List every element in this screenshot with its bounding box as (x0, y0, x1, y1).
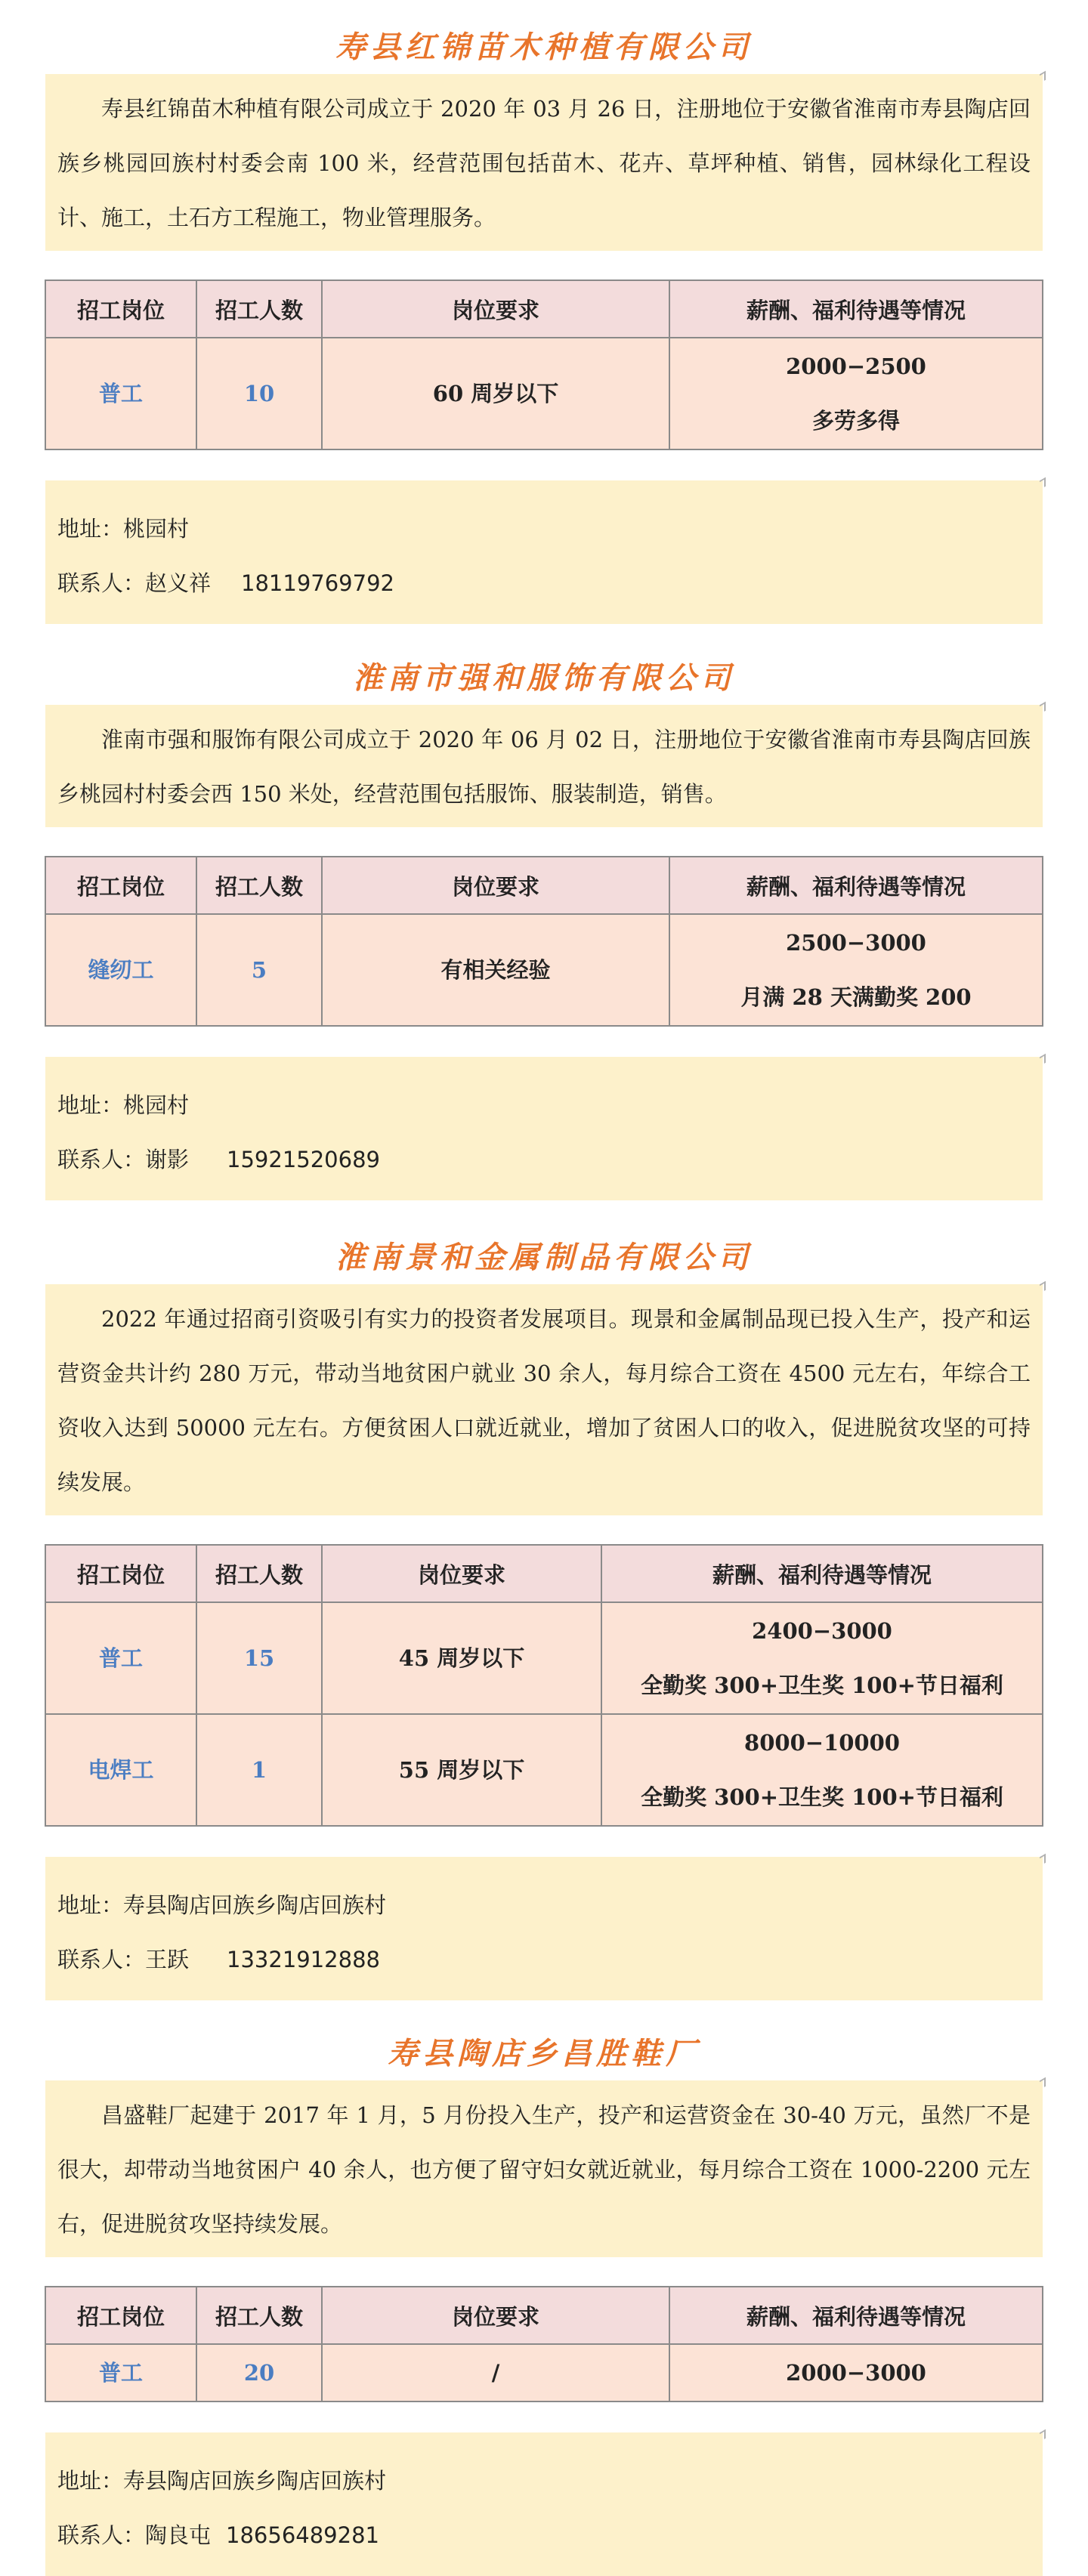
company-intro: 寿县红锦苗木种植有限公司成立于 2020 年 03 月 26 日，注册地位于安徽省淮南市寿县陶店回族乡桃园回族村村委会南 100 米，经营范围包括苗木、花卉、草坪种植、销售，园林绿化工程设计、施工，土石方工程施工，物业管理服务。 (45, 74, 1043, 251)
header-requirement: 岗位要求 (322, 280, 669, 338)
job-position: 电焊工 (45, 1714, 196, 1826)
table-header-row (45, 1545, 1043, 1602)
job-count: 10 (196, 338, 322, 449)
contact-phone: 18656489281 (226, 2522, 379, 2548)
table-row (45, 1714, 1043, 1826)
address-label: 地址： (57, 2468, 124, 2494)
header-requirement: 岗位要求 (322, 2287, 669, 2344)
job-salary-cell (669, 2344, 1043, 2401)
header-salary: 薪酬、福利待遇等情况 (669, 857, 1043, 914)
company-section-3 (0, 1231, 1088, 2000)
job-salary: 2000−2500 (786, 354, 926, 379)
address-line (57, 1078, 1031, 1132)
table-header-row (45, 2287, 1043, 2344)
contact-label: 联系人： (57, 1947, 146, 1972)
address-line (57, 502, 1031, 556)
company-intro: 昌盛鞋厂起建于 2017 年 1 月，5 月份投入生产，投产和运营资金在 30-40 万元，虽然厂不是很大，却带动当地贫困户 40 余人，也方便了留守妇女就近就业，每月综合工资在 1000-2200 元左右，促进脱贫攻坚持续发展。 (45, 2080, 1043, 2257)
header-position: 招工岗位 (45, 857, 196, 914)
company-title: 淮南景和金属制品有限公司 (335, 1240, 753, 1275)
job-table (45, 856, 1043, 1027)
job-requirement: 有相关经验 (322, 914, 669, 1026)
table-row (45, 1602, 1043, 1714)
header-count: 招工人数 (196, 2287, 322, 2344)
job-salary: 2500−3000 (786, 930, 926, 956)
contact-line (57, 556, 1031, 610)
job-count: 1 (196, 1714, 322, 1826)
address-label: 地址： (57, 516, 124, 542)
job-table (45, 1544, 1043, 1827)
company-intro: 淮南市强和服饰有限公司成立于 2020 年 06 月 02 日，注册地位于安徽省淮南市寿县陶店回族乡桃园村村委会西 150 米处，经营范围包括服饰、服装制造，销售。 (45, 705, 1043, 827)
job-salary-cell (601, 1714, 1043, 1826)
header-count: 招工人数 (196, 280, 322, 338)
header-position: 招工岗位 (45, 280, 196, 338)
company-section-4 (0, 2028, 1088, 2576)
job-position: 普工 (45, 2344, 196, 2401)
header-salary: 薪酬、福利待遇等情况 (601, 1545, 1043, 1602)
address-line (57, 2454, 1031, 2508)
job-requirement: / (322, 2344, 669, 2401)
table-row (45, 914, 1043, 1026)
header-salary: 薪酬、福利待遇等情况 (669, 2287, 1043, 2344)
job-requirement: 55 周岁以下 (322, 1714, 601, 1826)
job-requirement: 45 周岁以下 (322, 1602, 601, 1714)
contact-box (45, 1857, 1043, 2000)
table-header-row (45, 857, 1043, 914)
contact-label: 联系人： (57, 1147, 146, 1172)
header-count: 招工人数 (196, 1545, 322, 1602)
job-salary-cell (601, 1602, 1043, 1714)
contact-label: 联系人： (57, 2522, 146, 2548)
company-title: 寿县红锦苗木种植有限公司 (335, 29, 753, 65)
job-position: 普工 (45, 1602, 196, 1714)
contact-phone: 15921520689 (227, 1147, 380, 1172)
job-position: 缝纫工 (45, 914, 196, 1026)
address-line (57, 1878, 1031, 1932)
job-benefit: 全勤奖 300+卫生奖 100+节日福利 (641, 1784, 1003, 1810)
contact-label: 联系人： (57, 570, 146, 596)
company-section-1 (0, 21, 1088, 624)
address-label: 地址： (57, 1092, 124, 1118)
job-requirement: 60 周岁以下 (322, 338, 669, 449)
job-benefit: 多劳多得 (811, 408, 900, 434)
address-value: 桃园村 (123, 1092, 190, 1118)
contact-line (57, 1932, 1031, 1987)
company-title: 寿县陶店乡昌胜鞋厂 (388, 2036, 700, 2071)
job-salary: 2400−3000 (752, 1618, 892, 1644)
job-salary: 8000−10000 (744, 1730, 900, 1756)
contact-phone: 13321912888 (227, 1947, 380, 1972)
contact-name: 王跃 (145, 1947, 190, 1972)
contact-box (45, 2432, 1043, 2576)
table-header-row (45, 280, 1043, 338)
job-table (45, 2286, 1043, 2402)
job-count: 15 (196, 1602, 322, 1714)
job-count: 20 (196, 2344, 322, 2401)
company-title: 淮南市强和服饰有限公司 (353, 660, 735, 696)
job-salary: 2000−3000 (786, 2360, 926, 2386)
company-intro: 2022 年通过招商引资吸引有实力的投资者发展项目。现景和金属制品现已投入生产，投产和运营资金共计约 280 万元，带动当地贫困户就业 30 余人，每月综合工资在 4500 元左右，年综合工资收入达到 50000 元左右。方便贫困人口就近就业，增加了贫困人口的收入，促进脱贫攻坚的可持续发展。 (45, 1284, 1043, 1515)
table-row (45, 338, 1043, 449)
address-value: 桃园村 (123, 516, 190, 542)
header-position: 招工岗位 (45, 1545, 196, 1602)
contact-box (45, 1057, 1043, 1200)
address-value: 寿县陶店回族乡陶店回族村 (123, 1892, 387, 1918)
job-position: 普工 (45, 338, 196, 449)
header-requirement: 岗位要求 (322, 1545, 601, 1602)
contact-name: 谢影 (145, 1147, 190, 1172)
header-requirement: 岗位要求 (322, 857, 669, 914)
contact-line (57, 1132, 1031, 1187)
job-benefit: 月满 28 天满勤奖 200 (740, 984, 972, 1010)
header-salary: 薪酬、福利待遇等情况 (669, 280, 1043, 338)
address-label: 地址： (57, 1892, 124, 1918)
address-value: 寿县陶店回族乡陶店回族村 (123, 2468, 387, 2494)
job-salary-cell (669, 914, 1043, 1026)
contact-name: 陶良屯 (145, 2522, 212, 2548)
job-benefit: 全勤奖 300+卫生奖 100+节日福利 (641, 1673, 1003, 1698)
contact-line (57, 2508, 1031, 2562)
contact-box (45, 480, 1043, 624)
company-section-2 (0, 652, 1088, 1200)
job-table (45, 280, 1043, 450)
table-row (45, 2344, 1043, 2401)
contact-name: 赵义祥 (145, 570, 212, 596)
header-count: 招工人数 (196, 857, 322, 914)
contact-phone: 18119769792 (241, 570, 394, 596)
header-position: 招工岗位 (45, 2287, 196, 2344)
job-salary-cell (669, 338, 1043, 449)
job-count: 5 (196, 914, 322, 1026)
